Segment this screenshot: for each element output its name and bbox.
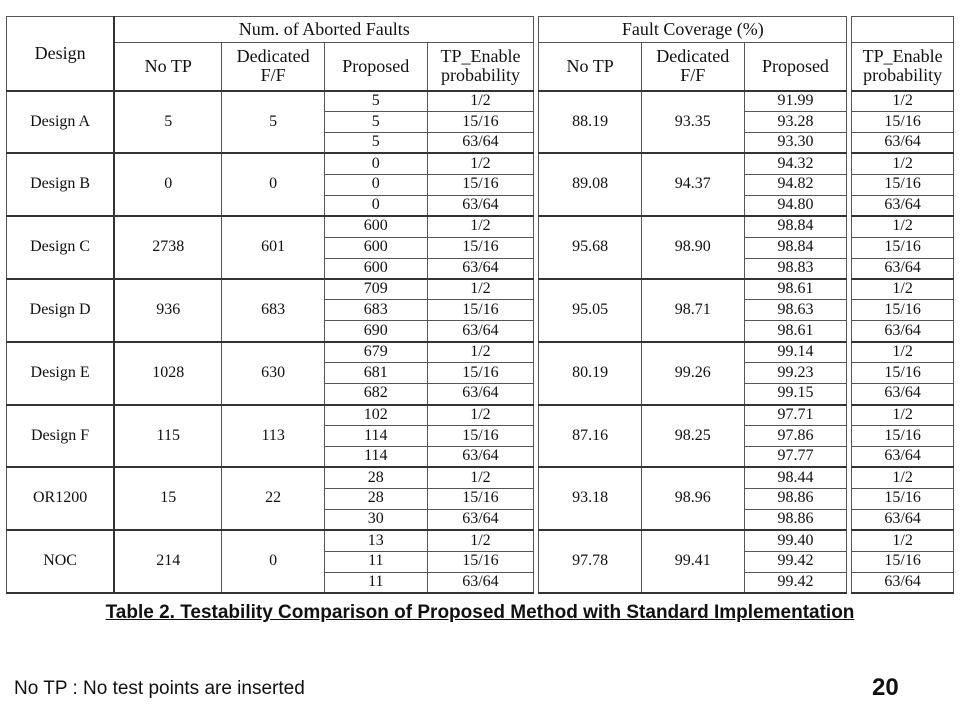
aborted-tp-enable-cell: 63/64 [427, 321, 534, 342]
coverage-tp-enable-cell: 15/16 [852, 174, 954, 195]
coverage-dedicated-cell: 98.90 [641, 216, 744, 279]
aborted-proposed-cell: 600 [324, 237, 427, 258]
aborted-proposed-cell: 114 [324, 446, 427, 467]
aborted-dedicated-cell: 113 [222, 405, 325, 468]
coverage-tp-enable-cell: 63/64 [852, 446, 954, 467]
header-fault-coverage-group: Fault Coverage (%) [539, 17, 847, 43]
coverage-proposed-cell: 98.44 [744, 467, 847, 488]
aborted-proposed-cell: 30 [324, 509, 427, 530]
aborted-tp-enable-cell: 15/16 [427, 426, 534, 447]
aborted-tp-enable-cell: 1/2 [427, 153, 534, 174]
aborted-no-tp-cell: 936 [114, 279, 222, 342]
design-name-cell: Design C [7, 216, 115, 279]
coverage-tp-enable-cell: 15/16 [852, 237, 954, 258]
aborted-tp-enable-cell: 63/64 [427, 572, 534, 593]
aborted-dedicated-cell: 0 [222, 153, 325, 216]
coverage-no-tp-cell: 88.19 [539, 91, 642, 154]
aborted-tp-enable-cell: 15/16 [427, 551, 534, 572]
coverage-proposed-cell: 98.86 [744, 488, 847, 509]
coverage-tp-enable-cell: 1/2 [852, 405, 954, 426]
coverage-dedicated-cell: 99.41 [641, 530, 744, 593]
aborted-dedicated-cell: 22 [222, 467, 325, 530]
table-row [7, 91, 954, 112]
coverage-proposed-cell: 98.63 [744, 300, 847, 321]
aborted-tp-enable-cell: 63/64 [427, 195, 534, 216]
coverage-proposed-cell: 99.40 [744, 530, 847, 551]
aborted-no-tp-cell: 115 [114, 405, 222, 468]
coverage-no-tp-cell: 89.08 [539, 153, 642, 216]
coverage-proposed-cell: 99.14 [744, 342, 847, 363]
aborted-proposed-cell: 11 [324, 572, 427, 593]
header-fc-no-tp: No TP [539, 43, 642, 91]
aborted-no-tp-cell: 0 [114, 153, 222, 216]
aborted-proposed-cell: 600 [324, 216, 427, 237]
aborted-proposed-cell: 681 [324, 363, 427, 384]
testability-comparison-table [6, 16, 954, 594]
coverage-tp-enable-cell: 15/16 [852, 488, 954, 509]
coverage-tp-enable-cell: 63/64 [852, 572, 954, 593]
coverage-dedicated-cell: 99.26 [641, 342, 744, 405]
aborted-no-tp-cell: 1028 [114, 342, 222, 405]
coverage-tp-enable-cell: 15/16 [852, 111, 954, 132]
coverage-proposed-cell: 99.42 [744, 572, 847, 593]
aborted-proposed-cell: 709 [324, 279, 427, 300]
aborted-proposed-cell: 11 [324, 551, 427, 572]
coverage-proposed-cell: 93.30 [744, 132, 847, 153]
aborted-tp-enable-cell: 63/64 [427, 446, 534, 467]
aborted-proposed-cell: 0 [324, 153, 427, 174]
page-number: 20 [872, 674, 899, 701]
aborted-no-tp-cell: 15 [114, 467, 222, 530]
coverage-proposed-cell: 98.84 [744, 216, 847, 237]
coverage-no-tp-cell: 87.16 [539, 405, 642, 468]
coverage-proposed-cell: 98.86 [744, 509, 847, 530]
coverage-tp-enable-cell: 63/64 [852, 384, 954, 405]
coverage-tp-enable-cell: 1/2 [852, 530, 954, 551]
coverage-tp-enable-cell: 1/2 [852, 467, 954, 488]
coverage-tp-enable-cell: 15/16 [852, 363, 954, 384]
aborted-no-tp-cell: 5 [114, 91, 222, 154]
aborted-proposed-cell: 5 [324, 111, 427, 132]
aborted-proposed-cell: 5 [324, 132, 427, 153]
aborted-tp-enable-cell: 1/2 [427, 342, 534, 363]
footnote: No TP : No test points are inserted [14, 678, 305, 699]
coverage-tp-enable-cell: 15/16 [852, 300, 954, 321]
aborted-dedicated-cell: 601 [222, 216, 325, 279]
coverage-proposed-cell: 99.23 [744, 363, 847, 384]
coverage-proposed-cell: 93.28 [744, 111, 847, 132]
aborted-tp-enable-cell: 1/2 [427, 216, 534, 237]
design-name-cell: Design F [7, 405, 115, 468]
aborted-proposed-cell: 679 [324, 342, 427, 363]
coverage-no-tp-cell: 97.78 [539, 530, 642, 593]
header-fc-tp-enable: TP_Enable probability [852, 43, 954, 91]
coverage-no-tp-cell: 93.18 [539, 467, 642, 530]
coverage-dedicated-cell: 93.35 [641, 91, 744, 154]
aborted-tp-enable-cell: 1/2 [427, 91, 534, 112]
aborted-dedicated-cell: 5 [222, 91, 325, 154]
aborted-proposed-cell: 114 [324, 426, 427, 447]
aborted-proposed-cell: 0 [324, 195, 427, 216]
aborted-tp-enable-cell: 63/64 [427, 132, 534, 153]
aborted-dedicated-cell: 683 [222, 279, 325, 342]
coverage-no-tp-cell: 95.05 [539, 279, 642, 342]
aborted-tp-enable-cell: 1/2 [427, 279, 534, 300]
design-name-cell: Design D [7, 279, 115, 342]
coverage-no-tp-cell: 95.68 [539, 216, 642, 279]
coverage-proposed-cell: 99.15 [744, 384, 847, 405]
table-row [7, 342, 954, 363]
coverage-tp-enable-cell: 63/64 [852, 195, 954, 216]
aborted-proposed-cell: 5 [324, 91, 427, 112]
aborted-proposed-cell: 28 [324, 488, 427, 509]
coverage-proposed-cell: 97.71 [744, 405, 847, 426]
design-name-cell: NOC [7, 530, 115, 593]
design-name-cell: Design A [7, 91, 115, 154]
header-ab-proposed: Proposed [324, 43, 427, 91]
aborted-tp-enable-cell: 15/16 [427, 488, 534, 509]
aborted-tp-enable-cell: 1/2 [427, 467, 534, 488]
coverage-tp-enable-cell: 63/64 [852, 509, 954, 530]
aborted-tp-enable-cell: 15/16 [427, 111, 534, 132]
aborted-proposed-cell: 690 [324, 321, 427, 342]
table-row [7, 530, 954, 551]
aborted-tp-enable-cell: 1/2 [427, 530, 534, 551]
header-ab-no-tp: No TP [114, 43, 222, 91]
header-ab-tp-enable: TP_Enable probability [427, 43, 534, 91]
header-fc-dedicated: Dedicated F/F [641, 43, 744, 91]
coverage-tp-enable-cell: 15/16 [852, 551, 954, 572]
aborted-tp-enable-cell: 1/2 [427, 405, 534, 426]
aborted-proposed-cell: 28 [324, 467, 427, 488]
header-design: Design [7, 17, 115, 91]
table-row [7, 279, 954, 300]
coverage-tp-enable-cell: 63/64 [852, 132, 954, 153]
header-ab-dedicated: Dedicated F/F [222, 43, 325, 91]
design-name-cell: Design E [7, 342, 115, 405]
table-row [7, 153, 954, 174]
aborted-tp-enable-cell: 63/64 [427, 509, 534, 530]
aborted-proposed-cell: 683 [324, 300, 427, 321]
aborted-proposed-cell: 102 [324, 405, 427, 426]
table-row [7, 216, 954, 237]
coverage-tp-enable-cell: 63/64 [852, 321, 954, 342]
table-caption: Table 2. Testability Comparison of Proposed Method with Standard Implementation [105, 602, 855, 623]
header-aborted-faults-group: Num. of Aborted Faults [114, 17, 534, 43]
coverage-tp-enable-cell: 1/2 [852, 153, 954, 174]
coverage-proposed-cell: 98.84 [744, 237, 847, 258]
aborted-tp-enable-cell: 15/16 [427, 237, 534, 258]
coverage-proposed-cell: 94.80 [744, 195, 847, 216]
coverage-proposed-cell: 94.32 [744, 153, 847, 174]
header-fault-coverage-spacer [852, 17, 954, 43]
coverage-tp-enable-cell: 1/2 [852, 279, 954, 300]
table-body [7, 91, 954, 594]
coverage-proposed-cell: 99.42 [744, 551, 847, 572]
coverage-tp-enable-cell: 1/2 [852, 342, 954, 363]
header-fc-proposed: Proposed [744, 43, 847, 91]
coverage-proposed-cell: 98.61 [744, 321, 847, 342]
aborted-no-tp-cell: 214 [114, 530, 222, 593]
coverage-proposed-cell: 98.61 [744, 279, 847, 300]
comparison-table-container [6, 16, 954, 594]
coverage-dedicated-cell: 98.25 [641, 405, 744, 468]
aborted-tp-enable-cell: 63/64 [427, 384, 534, 405]
design-name-cell: OR1200 [7, 467, 115, 530]
coverage-tp-enable-cell: 63/64 [852, 258, 954, 279]
aborted-tp-enable-cell: 15/16 [427, 174, 534, 195]
aborted-tp-enable-cell: 15/16 [427, 300, 534, 321]
coverage-no-tp-cell: 80.19 [539, 342, 642, 405]
coverage-dedicated-cell: 94.37 [641, 153, 744, 216]
coverage-proposed-cell: 98.83 [744, 258, 847, 279]
coverage-dedicated-cell: 98.71 [641, 279, 744, 342]
coverage-proposed-cell: 97.77 [744, 446, 847, 467]
aborted-proposed-cell: 682 [324, 384, 427, 405]
coverage-tp-enable-cell: 1/2 [852, 91, 954, 112]
table-row [7, 405, 954, 426]
aborted-tp-enable-cell: 63/64 [427, 258, 534, 279]
aborted-dedicated-cell: 0 [222, 530, 325, 593]
aborted-proposed-cell: 13 [324, 530, 427, 551]
coverage-proposed-cell: 91.99 [744, 91, 847, 112]
aborted-proposed-cell: 600 [324, 258, 427, 279]
aborted-no-tp-cell: 2738 [114, 216, 222, 279]
table-row [7, 467, 954, 488]
aborted-tp-enable-cell: 15/16 [427, 363, 534, 384]
design-name-cell: Design B [7, 153, 115, 216]
coverage-dedicated-cell: 98.96 [641, 467, 744, 530]
aborted-dedicated-cell: 630 [222, 342, 325, 405]
coverage-proposed-cell: 94.82 [744, 174, 847, 195]
aborted-proposed-cell: 0 [324, 174, 427, 195]
coverage-proposed-cell: 97.86 [744, 426, 847, 447]
coverage-tp-enable-cell: 15/16 [852, 426, 954, 447]
coverage-tp-enable-cell: 1/2 [852, 216, 954, 237]
